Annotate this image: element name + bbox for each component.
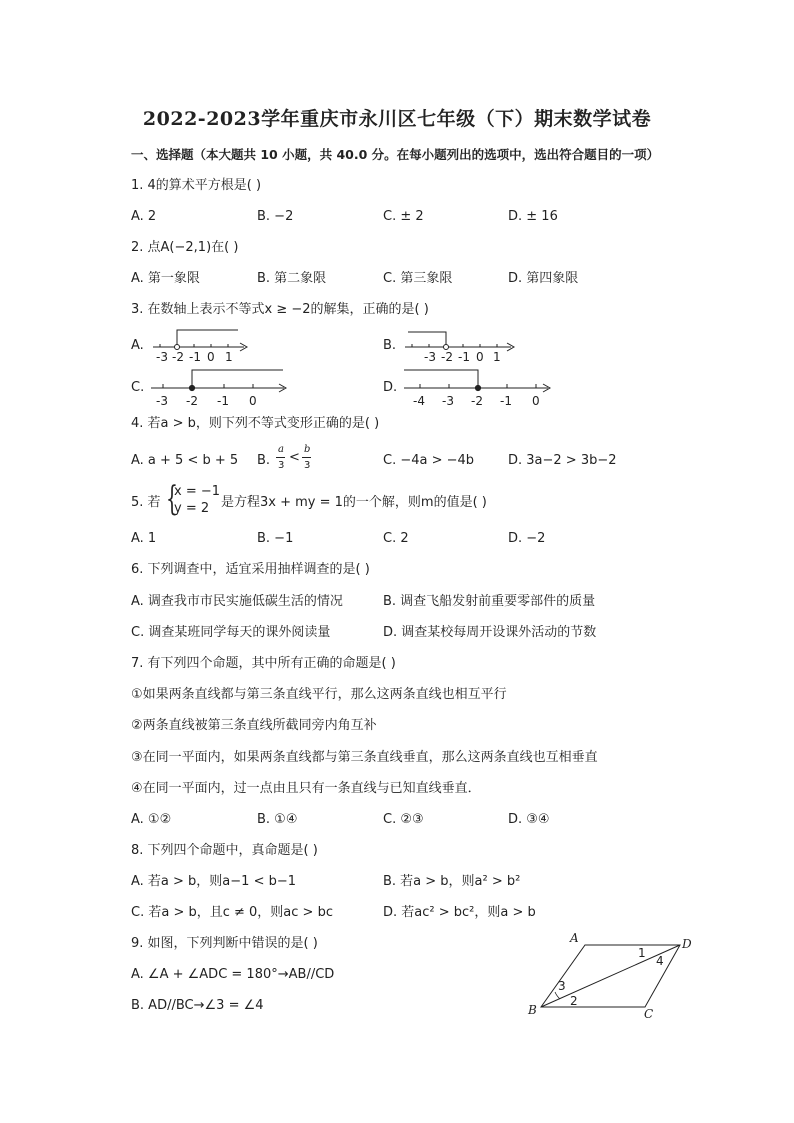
q3-option-c-label: C. [131,380,145,395]
fraction-numerator: b [304,444,311,455]
tick-label: -3 [156,394,168,408]
tick-label: -2 [172,350,184,364]
number-line-c [148,366,293,412]
tick-label: 1 [225,350,233,364]
tick-label: 0 [249,394,257,408]
angle-label-2: 2 [570,994,578,1008]
question-1-stem: 1. 4的算术平方根是( ) [131,178,262,193]
q6-option-d: D. 调查某校每周开设课外活动的节数 [383,625,597,640]
q2-option-b: B. 第二象限 [257,271,327,286]
q9-option-b: B. AD//BC→∠3 = ∠4 [131,998,264,1013]
q6-option-a: A. 调查我市市民实施低碳生活的情况 [131,594,343,609]
q6-option-b: B. 调查飞船发射前重要零部件的质量 [383,594,596,609]
question-4-stem: 4. 若a > b，则下列不等式变形正确的是( ) [131,416,380,431]
angle-label-4: 4 [656,954,664,968]
q5-option-c: C. 2 [383,531,409,546]
solid-dot-marker [475,385,480,390]
section-heading: 一、选择题（本大题共 10 小题，共 40.0 分。在每小题列出的选项中，选出符合题目的一项） [131,147,660,162]
fraction-numerator: a [278,444,284,455]
q2-option-a: A. 第一象限 [131,271,200,286]
q7-statement-2: ②两条直线被第三条直线所截同旁内角互补 [131,718,377,733]
q8-option-b: B. 若a > b，则a² > b² [383,874,521,889]
angle-label-1: 1 [638,946,646,960]
number-line-d [400,366,555,412]
number-line-b [400,325,520,367]
parallelogram-figure [520,930,700,1022]
open-circle-marker [444,345,449,350]
tick-label: 0 [532,394,540,408]
tick-label: -2 [441,350,453,364]
page-title: 2022-2023学年重庆市永川区七年级（下）期末数学试卷 [142,108,652,130]
q8-option-a: A. 若a > b，则a−1 < b−1 [131,874,297,889]
fraction-bar [276,457,285,458]
vertex-label-a: A [570,931,579,945]
vertex-label-d: D [682,937,692,951]
number-line-a [148,325,253,367]
q3-option-d-label: D. [383,380,398,395]
q4-option-d: D. 3a−2 > 3b−2 [508,453,617,468]
q7-statement-3: ③在同一平面内，如果两条直线都与第三条直线垂直，那么这两条直线也互相垂直 [131,750,598,765]
fraction-bar [302,457,311,458]
tick-label: -1 [189,350,201,364]
tick-label: -1 [458,350,470,364]
tick-label: -3 [424,350,436,364]
tick-label: -2 [186,394,198,408]
tick-label: -3 [442,394,454,408]
q7-option-b: B. ①④ [257,812,298,827]
q5-option-a: A. 1 [131,531,157,546]
q7-option-c: C. ②③ [383,812,424,827]
q1-option-d: D. ± 16 [508,209,558,224]
question-3-stem: 3. 在数轴上表示不等式x ≥ −2的解集，正确的是( ) [131,302,429,317]
q2-option-d: D. 第四象限 [508,271,579,286]
tick-label: 0 [476,350,484,364]
q5-option-d: D. −2 [508,531,546,546]
q7-option-a: A. ①② [131,812,172,827]
q8-option-d: D. 若ac² > bc²，则a > b [383,905,536,920]
q3-option-b-label: B. [383,338,397,353]
q4-option-c: C. −4a > −4b [383,453,475,468]
tick-label: -2 [471,394,483,408]
question-5-stem-prefix: 5. 若 [131,495,161,510]
q6-option-c: C. 调查某班同学每天的课外阅读量 [131,625,331,640]
tick-label: -3 [156,350,168,364]
q7-statement-1: ①如果两条直线都与第三条直线平行，那么这两条直线也相互平行 [131,687,507,702]
tick-label: -4 [413,394,425,408]
q9-option-a: A. ∠A + ∠ADC = 180°→AB//CD [131,967,335,982]
tick-label: 1 [493,350,501,364]
q1-option-b: B. −2 [257,209,294,224]
q7-option-d: D. ③④ [508,812,550,827]
question-7-stem: 7. 有下列四个命题，其中所有正确的命题是( ) [131,656,396,671]
tick-label: -1 [217,394,229,408]
q5-option-b: B. −1 [257,531,294,546]
q1-option-a: A. 2 [131,209,157,224]
fraction-denominator: 3 [278,460,285,471]
system-equation-2: y = 2 [174,501,210,516]
q3-option-a-label: A. [131,338,144,353]
question-6-stem: 6. 下列调查中，适宜采用抽样调查的是( ) [131,562,370,577]
q4-option-a: A. a + 5 < b + 5 [131,453,239,468]
question-2-stem: 2. 点A(−2,1)在( ) [131,240,239,255]
fraction-denominator: 3 [304,460,311,471]
open-circle-marker [175,345,180,350]
q7-statement-4: ④在同一平面内，过一点由且只有一条直线与已知直线垂直． [131,781,481,796]
tick-label: 0 [207,350,215,364]
question-9-stem: 9. 如图，下列判断中错误的是( ) [131,936,318,951]
q1-option-c: C. ± 2 [383,209,424,224]
less-than-sign: < [289,450,300,465]
system-brace: { [166,479,178,519]
q8-option-c: C. 若a > b，且c ≠ 0，则ac > bc [131,905,333,920]
question-5-stem-suffix: 是方程3x + my = 1的一个解，则m的值是( ) [221,495,487,510]
vertex-label-b: B [528,1003,537,1017]
vertex-label-c: C [644,1007,654,1021]
tick-label: -1 [500,394,512,408]
q2-option-c: C. 第三象限 [383,271,453,286]
system-equation-1: x = −1 [174,484,221,499]
angle-label-3: 3 [558,979,566,993]
question-8-stem: 8. 下列四个命题中，真命题是( ) [131,843,318,858]
q4-option-b-label: B. [257,453,271,468]
solid-dot-marker [189,385,194,390]
